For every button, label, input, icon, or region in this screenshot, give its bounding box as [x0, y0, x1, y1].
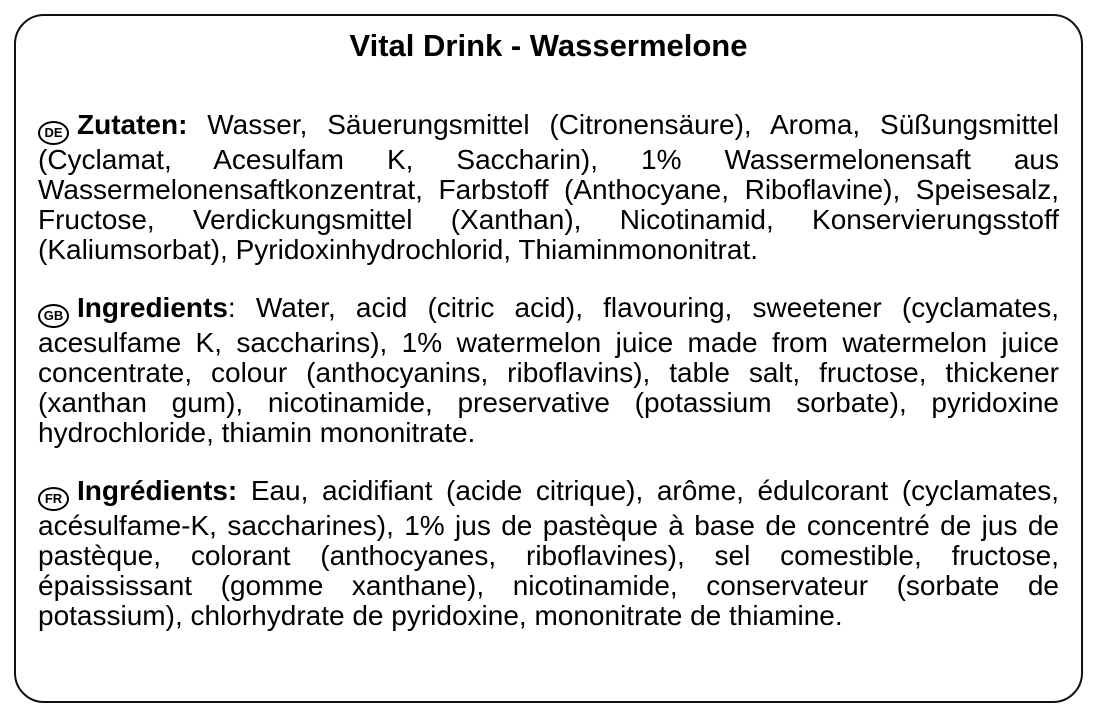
- section-body-gb: Water, acid (citric acid), flavouring, sweetener (cyclamates, acesulfame K, saccharins), 1% watermelon juice made from watermelon juice concentrate, colour (anthocyanins, riboflavins), table salt, fructose, thickener (xanthan gum), nicotinamide, preservative (potassium sorbate), pyridoxine hydrochloride, thiamin mononitrate.: [38, 292, 1060, 448]
- lang-badge-gb: GB: [38, 304, 69, 328]
- lang-badge-fr: FR: [38, 487, 69, 511]
- product-title: Vital Drink - Wassermelone: [349, 28, 748, 63]
- ingredients-section-fr: [38, 476, 1059, 631]
- section-heading-suffix-gb: :: [227, 292, 236, 323]
- section-heading-de: Zutaten:: [77, 109, 188, 140]
- section-body-fr: Eau, acidifiant (acide citrique), arôme, édulcorant (cyclamates, acésulfame-K, saccharines), 1% jus de pastèque à base de concentré de jus de pastèque, colorant (anthocyanes, riboflavines), sel comestible, fructose, épaississant (gomme xanthane), nicotinamide, conservateur (sorbate de potassium), chlorhydrate de pyridoxine, mononitrate de thiamine.: [38, 475, 1059, 631]
- section-heading-fr: Ingrédients:: [77, 475, 238, 506]
- section-heading-gb: Ingredients: [77, 292, 228, 323]
- lang-badge-de: DE: [38, 121, 69, 145]
- section-body-de: Wasser, Säuerungsmittel (Citronensäure), Aroma, Süßungsmittel (Cyclamat, Acesulfam K, Saccharin), 1% Wassermelonensaft aus Wassermelonensaftkonzentrat, Farbstoff (Anthocyane, Riboflavine), Speisesalz, Fructose, Verdickungsmittel (Xanthan), Nicotinamid, Konservierungsstoff (Kaliumsorbat), Pyridoxinhydrochlorid, Thiaminmononitrat.: [38, 109, 1060, 265]
- label-card: [14, 14, 1083, 703]
- ingredients-section-de: [38, 110, 1059, 265]
- ingredients-section-gb: [38, 293, 1059, 448]
